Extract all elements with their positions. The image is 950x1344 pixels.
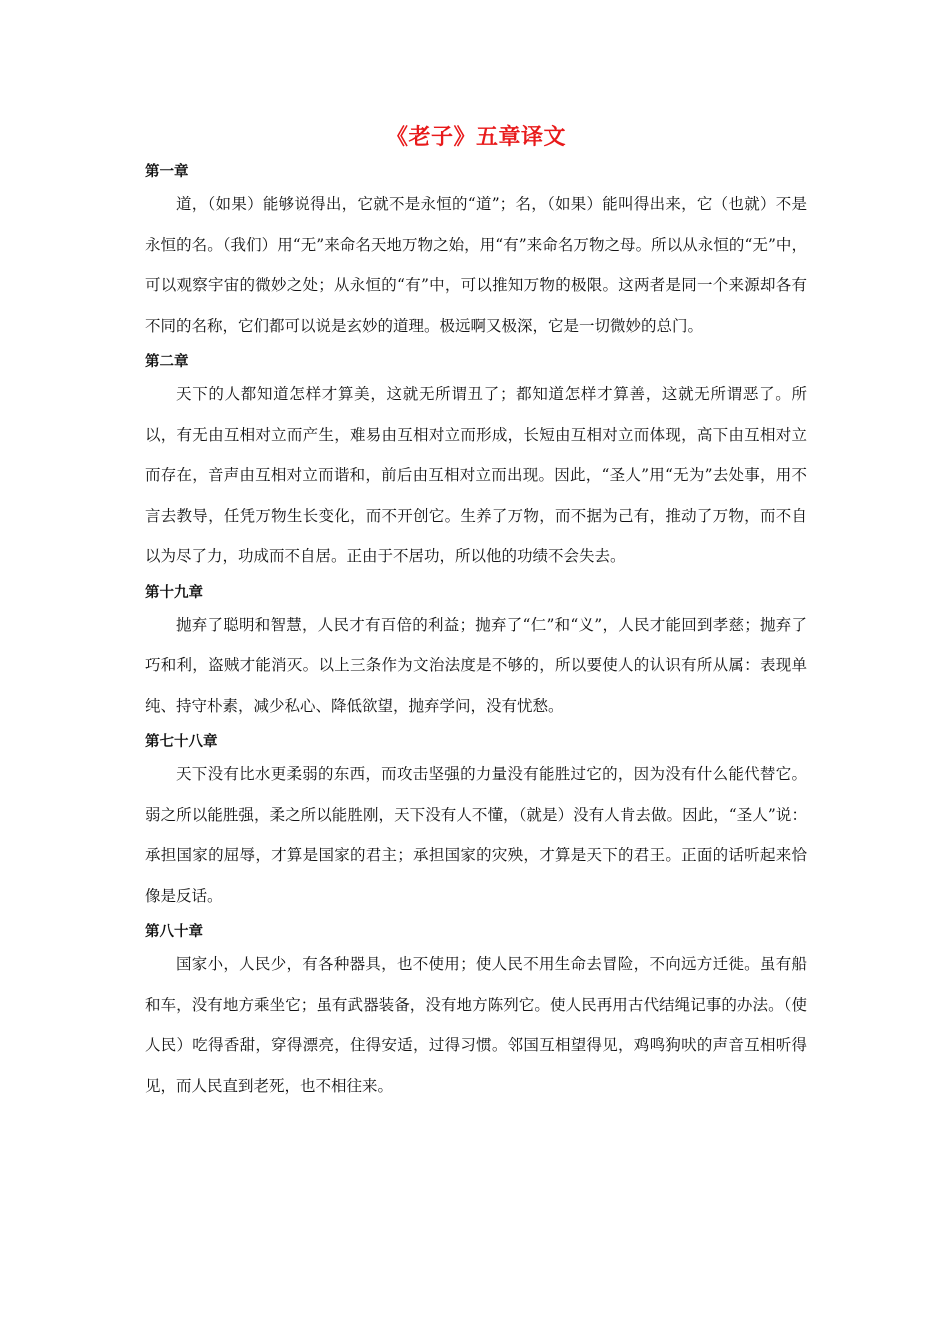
- chapter-body: 天下没有比水更柔弱的东西，而攻击坚强的力量没有能胜过它的，因为没有什么能代替它。弱之所以能胜强，柔之所以能胜刚，天下没有人不懂，（就是）没有人肯去做。因此，“圣人”说：承担国家的屈辱，才算是国家的君主；承担国家的灾殃，才算是天下的君王。正面的话听起来恰像是反话。: [145, 765, 807, 905]
- chapter-heading: 第二章: [145, 354, 189, 370]
- chapter-heading: 第一章: [145, 164, 189, 180]
- chapter-body: 天下的人都知道怎样才算美，这就无所谓丑了；都知道怎样才算善，这就无所谓恶了。所以，有无由互相对立而产生，难易由互相对立而形成，长短由互相对立而体现，高下由互相对立而存在，音声由互相对立而谐和，前后由互相对立而出现。因此，“圣人”用“无为”去处事，用不言去教导，任凭万物生长变化，而不开创它。生养了万物，而不据为己有，推动了万物，而不自以为尽了力，功成而不自居。正由于不居功，所以他的功绩不会失去。: [145, 385, 807, 565]
- chapter-heading: 第十九章: [145, 584, 203, 601]
- chapter-19: [145, 583, 807, 727]
- document-page: [145, 118, 807, 1106]
- chapter-body: 国家小，人民少，有各种器具，也不使用；使人民不用生命去冒险，不向远方迁徙。虽有船和车，没有地方乘坐它；虽有武器装备，没有地方陈列它。使人民再用古代结绳记事的办法。（使人民）吃得香甜，穿得漂亮，住得安适，过得习惯。邻国互相望得见，鸡鸣狗吠的声音互相听得见，而人民直到老死，也不相往来。: [145, 955, 807, 1095]
- chapter-78: [145, 732, 807, 916]
- chapter-body: 道，（如果）能够说得出，它就不是永恒的“道”；名，（如果）能叫得出来，它（也就）不是永恒的名。（我们）用“无”来命名天地万物之始，用“有”来命名万物之母。所以从永恒的“无”中，可以观察宇宙的微妙之处；从永恒的“有”中，可以推知万物的极限。这两者是同一个来源却各有不同的名称，它们都可以说是玄妙的道理。极远啊又极深，它是一切微妙的总门。: [145, 195, 807, 335]
- chapter-1: [145, 162, 807, 346]
- chapter-body: 抛弃了聪明和智慧，人民才有百倍的利益；抛弃了“仁”和“义”，人民才能回到孝慈；抛弃了巧和利，盗贼才能消灭。以上三条作为文治法度是不够的，所以要使人的认识有所从属：表现单纯、持守朴素，减少私心、降低欲望，抛弃学问，没有忧愁。: [145, 615, 807, 715]
- chapter-2: [145, 352, 807, 577]
- chapter-heading: 第八十章: [145, 924, 203, 940]
- document-title: 《老子》五章译文: [385, 124, 566, 150]
- chapter-80: [145, 922, 807, 1106]
- chapter-heading: 第七十八章: [145, 734, 218, 750]
